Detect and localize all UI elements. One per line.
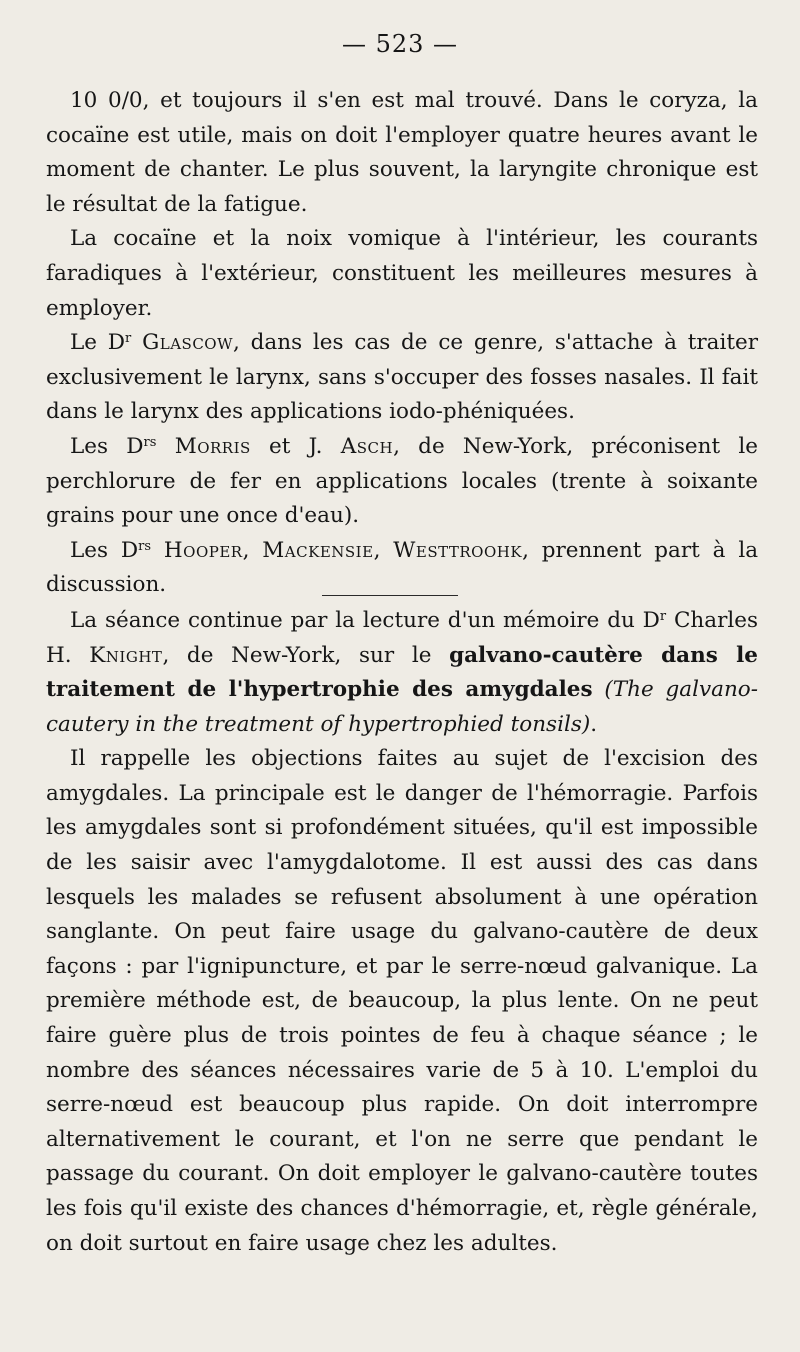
paragraph-cocaine: La cocaïne et la noix vomique à l'intérieur, les courants faradiques à l'extérieur, constituent les meilleures mesures à employer.: [46, 226, 758, 321]
page-number: — 523 —: [341, 30, 459, 58]
memoir-title: galvano-cautère dans le traitement de l'hypertrophie des amygdales: [46, 642, 758, 703]
author-name: Asch: [340, 433, 394, 459]
paragraph-discussion: Les $D^{rs}$ Hooper, Mackensie, Westtroohk, prennent part à la discussion.: [46, 537, 759, 598]
page-body: [46, 84, 758, 1261]
paragraph-glascow: Le $D^r$ Glascow, dans les cas de ce genre, s'attache à traiter exclusivement le larynx, sans s'occuper des fosses nasales. Il fait dans le larynx des applications iodo-phéniquées.: [46, 330, 759, 425]
paragraph-knight: La séance continue par la lecture d'un mémoire du $D^r$ Charles H. Knight, de New-York, sur le galvano-cautère dans le traitement de l'hypertrophie des amygdales (The galvano-cautery in the treatment of hypertrophied tonsils).: [46, 607, 758, 737]
paragraph-coryza: 10 0/0, et toujours il s'en est mal trouvé. Dans le coryza, la cocaïne est utile, mais on doit l'employer quatre heures avant le moment de chanter. Le plus souvent, la laryngite chronique est le résultat de la fatigue.: [46, 88, 758, 217]
author-name: Hooper: [163, 537, 243, 563]
author-name: Knight: [89, 642, 163, 668]
author-name: Mackensie: [262, 537, 374, 563]
english-title: (The galvano-cautery in the treatment of hypertrophied tonsils): [46, 677, 758, 737]
author-name: Glascow: [142, 330, 234, 356]
paragraph-morris-asch: Les $D^{rs}$ Morris et J. Asch, de New-York, préconisent le perchlorure de fer en applications locales (trente à soixante grains pour une once d'eau).: [46, 433, 758, 529]
paragraph-objections: Il rappelle les objections faites au sujet de l'excision des amygdales. La principale est le danger de l'hémorragie. Parfois les amygdales sont si profondément situées, qu'il est impossible de les saisir avec l'amygdalotome. Il est aussi des cas dans lesquels les malades se refusent absolument à une opération sanglante. On peut faire usage du galvano-cautère de deux façons : par l'ignipuncture, et par le serre-nœud galvanique. La première méthode est, de beaucoup, la plus lente. On ne peut faire guère plus de trois pointes de feu à chaque séance ; le nombre des séances nécessaires varie de 5 à 10. L'emploi du serre-nœud est beaucoup plus rapide. On doit interrompre alternativement le courant, et l'on ne serre que pendant le passage du courant. On doit employer le galvano-cautère toutes les fois qu'il existe des chances d'hémorragie, et, règle générale, on doit surtout en faire usage chez les adultes.: [46, 746, 758, 1256]
author-name: Westtroohk: [393, 537, 523, 563]
author-name: Morris: [174, 433, 251, 459]
section-divider: [322, 595, 458, 596]
